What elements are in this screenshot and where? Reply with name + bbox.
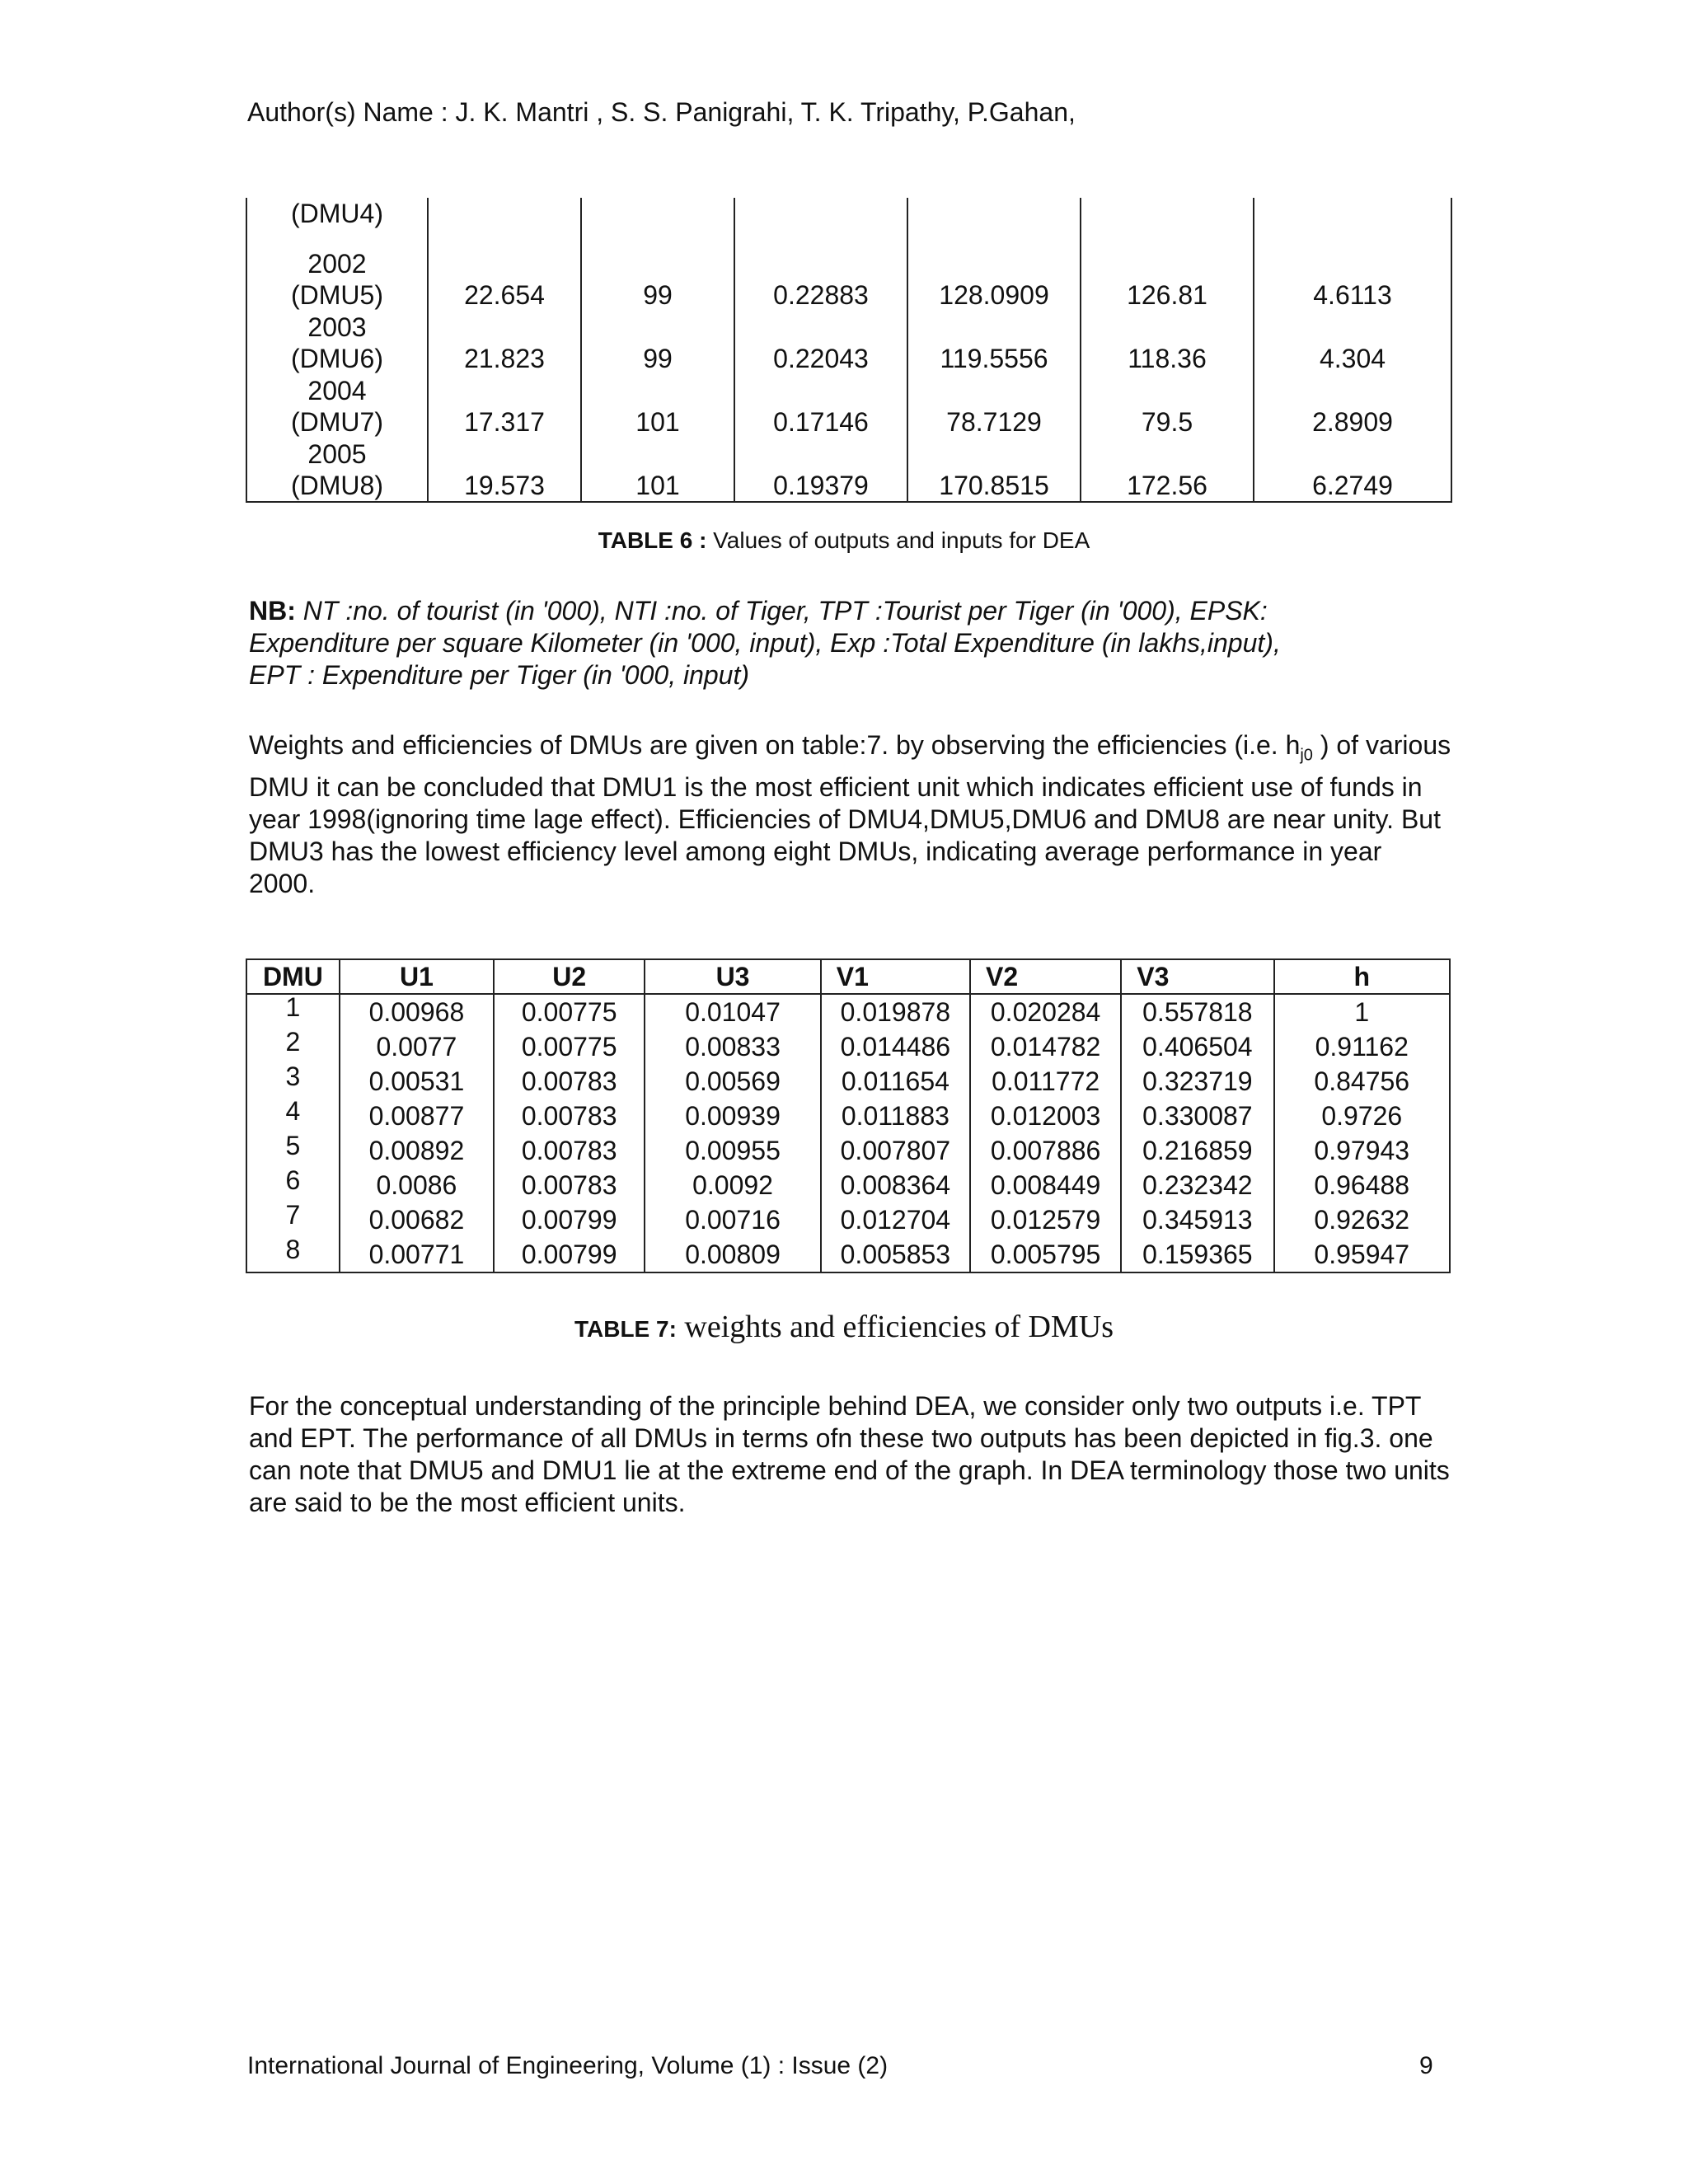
table-cell: 0.00799 <box>494 1202 645 1237</box>
table-cell: 0.005795 <box>970 1237 1121 1272</box>
table-cell: 4 <box>246 1099 340 1133</box>
table-cell: 0.96488 <box>1274 1168 1451 1202</box>
table-cell: 0.012579 <box>970 1202 1121 1237</box>
table-cell: 21.823 <box>428 311 581 374</box>
table-cell: 99 <box>581 247 734 311</box>
table-cell: 8 <box>246 1237 340 1272</box>
column-header: V3 <box>1121 959 1273 994</box>
table-row <box>246 1237 1450 1272</box>
table-cell: 0.00569 <box>645 1064 820 1099</box>
table-6 <box>246 198 1452 503</box>
table-cell: 0.97943 <box>1274 1133 1451 1168</box>
table-cell: 0.00716 <box>645 1202 820 1237</box>
table-cell: 0.17146 <box>734 374 907 438</box>
year-dmu-cell: 2002 (DMU5) <box>246 247 428 311</box>
column-header: V1 <box>821 959 970 994</box>
footer-journal: International Journal of Engineering, Volume (1) : Issue (2) <box>247 2052 889 2079</box>
table-header-row <box>246 959 1450 994</box>
table-cell: 101 <box>581 374 734 438</box>
table-cell: 0.557818 <box>1121 994 1273 1029</box>
table-cell: 1 <box>246 994 340 1029</box>
column-header: U2 <box>494 959 645 994</box>
table-cell: 0.011772 <box>970 1064 1121 1099</box>
table-cell: 0.84756 <box>1274 1064 1451 1099</box>
table-cell: 0.92632 <box>1274 1202 1451 1237</box>
table-row <box>246 198 1451 247</box>
paragraph-conceptual: For the conceptual understanding of the principle behind DEA, we consider only two outputs i.e. TPT and EPT. The performance of all DMUs in terms ofn these two outputs has been depicted in fig.3. one can note that DMU5 and DMU1 lie at the extreme end of the graph. In DEA terminology those two units are said to be the most efficient units. <box>249 1391 1450 1517</box>
table-row <box>246 311 1451 374</box>
table-row <box>246 1168 1450 1202</box>
table-cell: 172.56 <box>1081 438 1254 502</box>
table-cell: 0.406504 <box>1121 1029 1273 1064</box>
table-7-body <box>246 994 1450 1272</box>
table-cell: 0.011883 <box>821 1099 970 1133</box>
table-cell: 126.81 <box>1081 247 1254 311</box>
table-cell: 0.00775 <box>494 1029 645 1064</box>
table-cell: 0.00783 <box>494 1168 645 1202</box>
table-cell: 6 <box>246 1168 340 1202</box>
table-cell: 0.95947 <box>1274 1237 1451 1272</box>
table-cell: 119.5556 <box>907 311 1081 374</box>
table-cell: 0.00799 <box>494 1237 645 1272</box>
table-cell: 0.007886 <box>970 1133 1121 1168</box>
table-cell: 0.014782 <box>970 1029 1121 1064</box>
table-cell: 0.014486 <box>821 1029 970 1064</box>
dmu-label: (DMU4) <box>246 198 428 247</box>
table-cell: 0.19379 <box>734 438 907 502</box>
table-cell: 22.654 <box>428 247 581 311</box>
table-cell: 0.0077 <box>340 1029 494 1064</box>
table-cell: 0.00783 <box>494 1133 645 1168</box>
table-cell: 0.00531 <box>340 1064 494 1099</box>
table-cell: 0.005853 <box>821 1237 970 1272</box>
table-cell: 0.00955 <box>645 1133 820 1168</box>
table-cell: 0.00833 <box>645 1029 820 1064</box>
table-cell: 128.0909 <box>907 247 1081 311</box>
table-cell: 0.00775 <box>494 994 645 1029</box>
table-cell: 0.159365 <box>1121 1237 1273 1272</box>
table-cell: 4.6113 <box>1254 247 1451 311</box>
table-cell: 0.00771 <box>340 1237 494 1272</box>
table-cell: 170.8515 <box>907 438 1081 502</box>
table-cell: 0.012003 <box>970 1099 1121 1133</box>
year-dmu-cell: 2005 (DMU8) <box>246 438 428 502</box>
table-cell: 5 <box>246 1133 340 1168</box>
table-row <box>246 994 1450 1029</box>
table-row <box>246 1099 1450 1133</box>
year-dmu-cell: 2003 (DMU6) <box>246 311 428 374</box>
table-cell: 0.019878 <box>821 994 970 1029</box>
table-cell: 4.304 <box>1254 311 1451 374</box>
page-number: 9 <box>1419 2052 1433 2079</box>
column-header: h <box>1274 959 1451 994</box>
table-cell: 17.317 <box>428 374 581 438</box>
table-row <box>246 438 1451 502</box>
table-cell: 6.2749 <box>1254 438 1451 502</box>
table-cell: 0.00783 <box>494 1099 645 1133</box>
column-header: U3 <box>645 959 820 994</box>
table-cell: 101 <box>581 438 734 502</box>
column-header: V2 <box>970 959 1121 994</box>
column-header: DMU <box>246 959 340 994</box>
table-cell: 0.011654 <box>821 1064 970 1099</box>
table-cell: 0.330087 <box>1121 1099 1273 1133</box>
table-cell: 0.00682 <box>340 1202 494 1237</box>
table-cell: 79.5 <box>1081 374 1254 438</box>
table-cell: 0.00939 <box>645 1099 820 1133</box>
table-cell: 0.00783 <box>494 1064 645 1099</box>
table-cell: 118.36 <box>1081 311 1254 374</box>
table-cell: 0.01047 <box>645 994 820 1029</box>
running-header: Author(s) Name : J. K. Mantri , S. S. Panigrahi, T. K. Tripathy, P.Gahan, <box>247 97 1076 127</box>
table-cell: 19.573 <box>428 438 581 502</box>
table-cell: 0.91162 <box>1274 1029 1451 1064</box>
nb-note: NB: NT :no. of tourist (in '000), NTI :no. of Tiger, TPT :Tourist per Tiger (in '000), EPSK: Expenditure per square Kilometer (in '000, input), Exp :Total Expenditure (in lakhs,input), EPT : Expenditure per Tiger (in '000, input) <box>249 596 1281 690</box>
table-cell: 78.7129 <box>907 374 1081 438</box>
table-cell: 0.323719 <box>1121 1064 1273 1099</box>
table-cell: 2 <box>246 1029 340 1064</box>
table-cell: 0.00968 <box>340 994 494 1029</box>
table-row <box>246 247 1451 311</box>
table-row <box>246 1202 1450 1237</box>
table-cell: 0.007807 <box>821 1133 970 1168</box>
table-row <box>246 1064 1450 1099</box>
table-cell: 0.00809 <box>645 1237 820 1272</box>
table-cell: 3 <box>246 1064 340 1099</box>
table-cell: 0.008449 <box>970 1168 1121 1202</box>
table-cell: 0.345913 <box>1121 1202 1273 1237</box>
table-cell: 0.00877 <box>340 1099 494 1133</box>
column-header: U1 <box>340 959 494 994</box>
table-7-caption: TABLE 7: weights and efficiencies of DMUs <box>574 1310 1114 1344</box>
table-cell: 0.232342 <box>1121 1168 1273 1202</box>
table-cell: 0.00892 <box>340 1133 494 1168</box>
table-cell: 0.22883 <box>734 247 907 311</box>
table-cell: 2.8909 <box>1254 374 1451 438</box>
table-cell: 0.0086 <box>340 1168 494 1202</box>
table-cell: 0.9726 <box>1274 1099 1451 1133</box>
table-cell: 7 <box>246 1202 340 1237</box>
paragraph-efficiencies: Weights and efficiencies of DMUs are given on table:7. by observing the efficiencies (i.e. $h_{j0}$ ) of various DMU it can be concluded that DMU1 is the most efficient unit which indicates efficient use of funds in year 1998(ignoring time lage effect). Efficiencies of DMU4,DMU5,DMU6 and DMU8 are near unity. But DMU3 has the lowest efficiency level among eight DMUs, indicating average performance in year 2000. <box>249 730 1451 899</box>
table-cell: 0.0092 <box>645 1168 820 1202</box>
table-cell: 1 <box>1274 994 1451 1029</box>
table-cell: 99 <box>581 311 734 374</box>
table-cell: 0.216859 <box>1121 1133 1273 1168</box>
table-row <box>246 374 1451 438</box>
year-dmu-cell: 2004 (DMU7) <box>246 374 428 438</box>
table-6-caption: TABLE 6 : Values of outputs and inputs for DEA <box>598 527 1090 553</box>
table-cell: 0.012704 <box>821 1202 970 1237</box>
table-cell: 0.020284 <box>970 994 1121 1029</box>
table-row <box>246 1133 1450 1168</box>
table-cell: 0.008364 <box>821 1168 970 1202</box>
table-7 <box>246 958 1451 1273</box>
table-row <box>246 1029 1450 1064</box>
table-cell: 0.22043 <box>734 311 907 374</box>
